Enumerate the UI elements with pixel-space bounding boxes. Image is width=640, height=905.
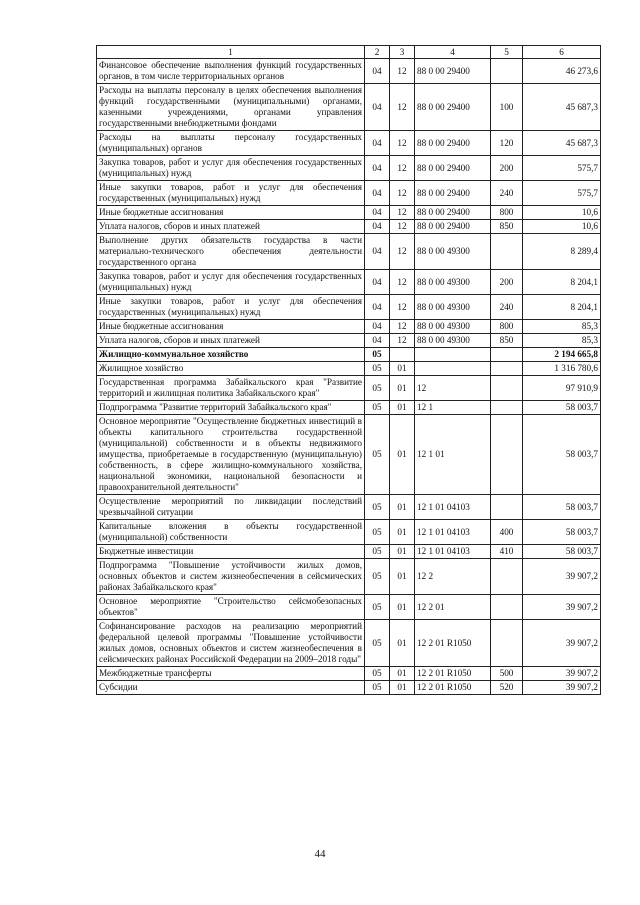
cell-section: 04 (365, 234, 390, 270)
cell-section: 04 (365, 131, 390, 156)
table-row (97, 348, 601, 362)
cell-expense-type: 850 (491, 220, 523, 234)
cell-section: 05 (365, 348, 390, 362)
cell-amount: 10,6 (523, 206, 601, 220)
cell-subsection: 12 (390, 181, 415, 206)
cell-target-article: 88 0 00 29400 (415, 220, 491, 234)
cell-amount: 8 289,4 (523, 234, 601, 270)
cell-expense-type: 520 (491, 681, 523, 695)
cell-target-article: 12 1 (415, 401, 491, 415)
cell-subsection: 12 (390, 270, 415, 295)
cell-section: 05 (365, 667, 390, 681)
cell-target-article: 88 0 00 29400 (415, 59, 491, 84)
cell-amount: 46 273,6 (523, 59, 601, 84)
cell-target-article: 12 1 01 04103 (415, 495, 491, 520)
cell-target-article: 12 2 01 R1050 (415, 667, 491, 681)
cell-section: 05 (365, 545, 390, 559)
cell-expense-type: 400 (491, 520, 523, 545)
table-row (97, 334, 601, 348)
cell-section: 05 (365, 495, 390, 520)
page-number: 44 (314, 848, 326, 860)
cell-section: 04 (365, 59, 390, 84)
cell-target-article: 12 1 01 (415, 415, 491, 495)
cell-subsection: 01 (390, 495, 415, 520)
cell-section: 05 (365, 520, 390, 545)
cell-amount: 2 194 665,8 (523, 348, 601, 362)
cell-target-article: 12 2 01 R1050 (415, 681, 491, 695)
cell-subsection: 12 (390, 320, 415, 334)
cell-expense-type: 800 (491, 320, 523, 334)
table-row (97, 681, 601, 695)
cell-subsection: 12 (390, 334, 415, 348)
cell-amount: 45 687,3 (523, 84, 601, 131)
cell-amount: 575,7 (523, 156, 601, 181)
cell-section: 05 (365, 415, 390, 495)
cell-name: Межбюджетные трансферты (97, 667, 365, 681)
cell-target-article: 12 1 01 04103 (415, 545, 491, 559)
cell-subsection: 01 (390, 401, 415, 415)
cell-target-article: 88 0 00 29400 (415, 156, 491, 181)
budget-table (96, 45, 601, 695)
header-cell: 6 (523, 46, 601, 59)
cell-section: 04 (365, 320, 390, 334)
cell-amount: 8 204,1 (523, 295, 601, 320)
table-row (97, 220, 601, 234)
cell-amount: 58 003,7 (523, 520, 601, 545)
table-row (97, 59, 601, 84)
cell-amount: 8 204,1 (523, 270, 601, 295)
table-row (97, 84, 601, 131)
cell-name: Основное мероприятие "Осуществление бюджетных инвестиций в объекты капитального строительства государственной (муниципальной) собственности и в объекты недвижимого имущества, приобретаемые в государственную (муниципальную) собственность, в сфере жилищно-коммунального хозяйства, национальной экономики, национальной безопасности и правоохранительной деятельности" (97, 415, 365, 495)
header-cell: 4 (415, 46, 491, 59)
cell-name: Расходы на выплаты персоналу в целях обеспечения выполнения функций государственными (муниципальными) органами, казенными учреждениями, органами управления государственными внебюджетными фондами (97, 84, 365, 131)
table-row (97, 559, 601, 595)
cell-name: Иные бюджетные ассигнования (97, 206, 365, 220)
cell-expense-type (491, 595, 523, 620)
budget-table-body (97, 46, 601, 695)
table-row (97, 545, 601, 559)
cell-section: 05 (365, 362, 390, 376)
cell-amount: 85,3 (523, 320, 601, 334)
cell-amount: 1 316 780,6 (523, 362, 601, 376)
cell-expense-type: 120 (491, 131, 523, 156)
header-cell: 3 (390, 46, 415, 59)
table-row (97, 667, 601, 681)
cell-expense-type (491, 348, 523, 362)
table-row (97, 131, 601, 156)
cell-expense-type (491, 362, 523, 376)
cell-subsection: 01 (390, 520, 415, 545)
cell-expense-type (491, 620, 523, 667)
cell-subsection: 01 (390, 415, 415, 495)
cell-target-article: 88 0 00 29400 (415, 181, 491, 206)
cell-expense-type: 800 (491, 206, 523, 220)
cell-name: Иные закупки товаров, работ и услуг для обеспечения государственных (муниципальных) нужд (97, 295, 365, 320)
cell-target-article: 88 0 00 29400 (415, 84, 491, 131)
cell-target-article (415, 348, 491, 362)
cell-expense-type: 240 (491, 295, 523, 320)
cell-section: 05 (365, 620, 390, 667)
cell-amount: 58 003,7 (523, 415, 601, 495)
cell-subsection: 01 (390, 620, 415, 667)
cell-target-article: 88 0 00 29400 (415, 206, 491, 220)
cell-name: Государственная программа Забайкальского края "Развитие территорий и жилищная политика Забайкальского края" (97, 376, 365, 401)
cell-expense-type (491, 59, 523, 84)
cell-subsection: 12 (390, 59, 415, 84)
cell-target-article: 12 2 (415, 559, 491, 595)
cell-amount: 58 003,7 (523, 401, 601, 415)
cell-target-article: 88 0 00 29400 (415, 131, 491, 156)
table-row (97, 181, 601, 206)
table-row (97, 401, 601, 415)
cell-target-article: 12 2 01 R1050 (415, 620, 491, 667)
cell-name: Уплата налогов, сборов и иных платежей (97, 220, 365, 234)
table-row (97, 320, 601, 334)
cell-subsection: 01 (390, 595, 415, 620)
cell-subsection: 01 (390, 667, 415, 681)
cell-name: Осуществление мероприятий по ликвидации последствий чрезвычайной ситуации (97, 495, 365, 520)
cell-target-article: 12 (415, 376, 491, 401)
cell-name: Подпрограмма "Повышение устойчивости жилых домов, основных объектов и систем жизнеобеспечения в сейсмических районах Забайкальского края" (97, 559, 365, 595)
cell-name: Субсидии (97, 681, 365, 695)
cell-amount: 10,6 (523, 220, 601, 234)
cell-subsection: 01 (390, 362, 415, 376)
cell-name: Расходы на выплаты персоналу государственных (муниципальных) органов (97, 131, 365, 156)
cell-expense-type (491, 376, 523, 401)
cell-name: Финансовое обеспечение выполнения функций государственных органов, в том числе территориальных органов (97, 59, 365, 84)
cell-expense-type (491, 559, 523, 595)
table-row (97, 495, 601, 520)
cell-subsection (390, 348, 415, 362)
cell-amount: 39 907,2 (523, 667, 601, 681)
cell-section: 05 (365, 559, 390, 595)
cell-subsection: 12 (390, 156, 415, 181)
cell-target-article: 88 0 00 49300 (415, 334, 491, 348)
cell-expense-type (491, 401, 523, 415)
cell-name: Основное мероприятие "Строительство сейсмобезопасных объектов" (97, 595, 365, 620)
table-row (97, 376, 601, 401)
cell-amount: 39 907,2 (523, 681, 601, 695)
table-row (97, 295, 601, 320)
cell-name: Жилищное хозяйство (97, 362, 365, 376)
cell-name: Капитальные вложения в объекты государственной (муниципальной) собственности (97, 520, 365, 545)
cell-subsection: 12 (390, 131, 415, 156)
cell-subsection: 01 (390, 545, 415, 559)
cell-amount: 97 910,9 (523, 376, 601, 401)
cell-name: Жилищно-коммунальное хозяйство (97, 348, 365, 362)
cell-amount: 85,3 (523, 334, 601, 348)
table-row (97, 595, 601, 620)
cell-name: Закупка товаров, работ и услуг для обеспечения государственных (муниципальных) нужд (97, 270, 365, 295)
cell-amount: 45 687,3 (523, 131, 601, 156)
table-row (97, 415, 601, 495)
cell-target-article: 88 0 00 49300 (415, 295, 491, 320)
table-header-row (97, 46, 601, 59)
cell-amount: 39 907,2 (523, 595, 601, 620)
cell-subsection: 12 (390, 220, 415, 234)
cell-subsection: 12 (390, 234, 415, 270)
table-row (97, 156, 601, 181)
cell-name: Выполнение других обязательств государства в части материально-технического обеспечения деятельности государственного органа (97, 234, 365, 270)
cell-section: 04 (365, 270, 390, 295)
cell-section: 05 (365, 376, 390, 401)
cell-expense-type: 850 (491, 334, 523, 348)
table-row (97, 270, 601, 295)
cell-subsection: 12 (390, 206, 415, 220)
cell-amount: 58 003,7 (523, 545, 601, 559)
cell-subsection: 01 (390, 376, 415, 401)
table-row (97, 234, 601, 270)
cell-section: 04 (365, 206, 390, 220)
header-cell: 1 (97, 46, 365, 59)
cell-amount: 58 003,7 (523, 495, 601, 520)
cell-section: 05 (365, 401, 390, 415)
table-row (97, 620, 601, 667)
cell-expense-type: 410 (491, 545, 523, 559)
cell-name: Софинансирование расходов на реализацию мероприятий федеральной целевой программы "Повышение устойчивости жилых домов, основных объектов и систем жизнеобеспечения в сейсмических районах Российской Федерации на 2009–2018 годы" (97, 620, 365, 667)
cell-target-article: 88 0 00 49300 (415, 320, 491, 334)
cell-target-article: 88 0 00 49300 (415, 270, 491, 295)
cell-amount: 575,7 (523, 181, 601, 206)
cell-section: 04 (365, 181, 390, 206)
cell-expense-type: 100 (491, 84, 523, 131)
cell-expense-type: 200 (491, 270, 523, 295)
cell-section: 05 (365, 681, 390, 695)
cell-section: 04 (365, 84, 390, 131)
cell-expense-type (491, 495, 523, 520)
cell-subsection: 01 (390, 681, 415, 695)
cell-target-article: 12 2 01 (415, 595, 491, 620)
cell-section: 04 (365, 295, 390, 320)
cell-target-article: 88 0 00 49300 (415, 234, 491, 270)
cell-amount: 39 907,2 (523, 620, 601, 667)
cell-expense-type: 240 (491, 181, 523, 206)
cell-amount: 39 907,2 (523, 559, 601, 595)
cell-subsection: 01 (390, 559, 415, 595)
cell-expense-type: 500 (491, 667, 523, 681)
table-row (97, 362, 601, 376)
cell-section: 04 (365, 156, 390, 181)
cell-name: Уплата налогов, сборов и иных платежей (97, 334, 365, 348)
cell-section: 05 (365, 595, 390, 620)
header-cell: 2 (365, 46, 390, 59)
cell-expense-type (491, 234, 523, 270)
cell-name: Закупка товаров, работ и услуг для обеспечения государственных (муниципальных) нужд (97, 156, 365, 181)
cell-target-article: 12 1 01 04103 (415, 520, 491, 545)
table-row (97, 520, 601, 545)
cell-expense-type (491, 415, 523, 495)
cell-subsection: 12 (390, 84, 415, 131)
table-row (97, 206, 601, 220)
cell-name: Подпрограмма "Развитие территорий Забайкальского края" (97, 401, 365, 415)
cell-section: 04 (365, 334, 390, 348)
cell-expense-type: 200 (491, 156, 523, 181)
cell-name: Иные закупки товаров, работ и услуг для обеспечения государственных (муниципальных) нужд (97, 181, 365, 206)
cell-name: Иные бюджетные ассигнования (97, 320, 365, 334)
cell-target-article (415, 362, 491, 376)
header-cell: 5 (491, 46, 523, 59)
cell-subsection: 12 (390, 295, 415, 320)
cell-section: 04 (365, 220, 390, 234)
cell-name: Бюджетные инвестиции (97, 545, 365, 559)
